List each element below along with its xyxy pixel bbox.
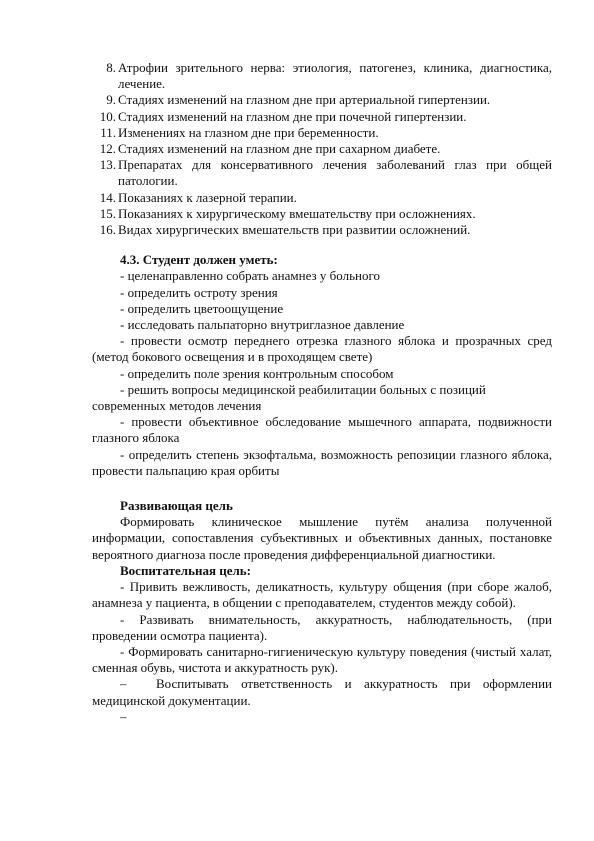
spacer [92,479,552,498]
document-content [92,60,552,725]
educational-goal-item: - Привить вежливость, деликатность, культуру общения (при сборе жалоб, анамнеза у пациента, в общении с преподавателем, студентов между собой). [92,579,552,611]
list-item-text: Показаниях к хирургическому вмешательству при осложнениях. [118,205,476,221]
list-item [92,206,552,222]
dash-marker: – [120,676,127,692]
list-item [92,60,552,92]
skill-item: - провести объективное обследование мышечного аппарата, подвижности глазного яблока [92,414,552,446]
list-item-text: Атрофии зрительного нерва: этиология, патогенез, клиника, диагностика, лечение. [118,60,552,92]
knowledge-list [92,60,552,238]
list-item [92,125,552,141]
trailing-dash: – [120,708,127,724]
list-item-text: Изменениях на глазном дне при беременности. [118,124,379,140]
list-item-number: 13. [99,157,116,173]
skill-item: - провести осмотр переднего отрезка глазного яблока и прозрачных сред (метод бокового освещения и в проходящем свете) [92,333,552,365]
list-item-text: Показаниях к лазерной терапии. [118,189,297,205]
list-item-number: 12. [99,141,116,157]
list-item-text: Видах хирургических вмешательств при развитии осложнений. [118,222,471,238]
list-item-text: Стадиях изменений на глазном дне при сахарном диабете. [118,141,441,157]
list-item-number: 16. [99,222,116,238]
skill-item: - решить вопросы медицинской реабилитации больных с позиций современных методов лечения [92,381,486,414]
skill-item: - определить остроту зрения [120,284,278,300]
skill-item: - определить цветоощущение [120,300,284,316]
list-item [92,157,552,189]
skill-item: - определить степень экзофтальма, возможность репозиции глазного яблока, провести пальпацию края орбиты [92,446,552,478]
skill-item: - определить поле зрения контрольным способом [120,365,394,381]
educational-goal-item-text: Воспитывать ответственность и аккуратность при оформлении медицинской документации. [92,676,552,708]
list-item-number: 15. [99,205,116,221]
list-item-text: Стадиях изменений на глазном дне при артериальной гипертензии. [118,92,491,108]
list-item [92,109,552,125]
list-item-text: Препаратах для консервативного лечения заболеваний глаз при общей патологии. [118,157,552,189]
skill-item: - исследовать пальпаторно внутриглазное давление [120,317,405,333]
spacer [92,238,552,252]
list-item-number: 10. [99,108,116,124]
list-item-number: 9. [106,92,116,108]
list-item-text: Стадиях изменений на глазном дне при почечной гипертензии. [118,108,467,124]
educational-goal-item: - Формировать санитарно-гигиеническую культуру поведения (чистый халат, сменная обувь, чистота и аккуратность рук). [92,643,552,676]
developing-goal-text: Формировать клиническое мышление путём анализа полученной информации, сопоставления субъективных и объективных данных, постановке вероятного диагноза после проведения дифференциальной диагностики. [92,514,552,562]
educational-goal-heading: Воспитательная цель: [120,562,251,578]
developing-goal-heading: Развивающая цель [120,498,233,514]
list-item-number: 14. [99,189,116,205]
list-item-number: 8. [106,60,116,75]
skills-heading: 4.3. Студент должен уметь: [120,252,278,268]
skill-item: - целенаправленно собрать анамнез у больного [120,268,380,284]
list-item-number: 11. [100,124,116,140]
educational-goal-item [92,676,552,708]
educational-goal-item: - Развивать внимательность, аккуратность, наблюдательность, (при проведении осмотра пациента). [92,611,552,643]
list-item [92,141,552,157]
list-item [92,190,552,206]
list-item [92,222,552,238]
list-item [92,92,552,108]
